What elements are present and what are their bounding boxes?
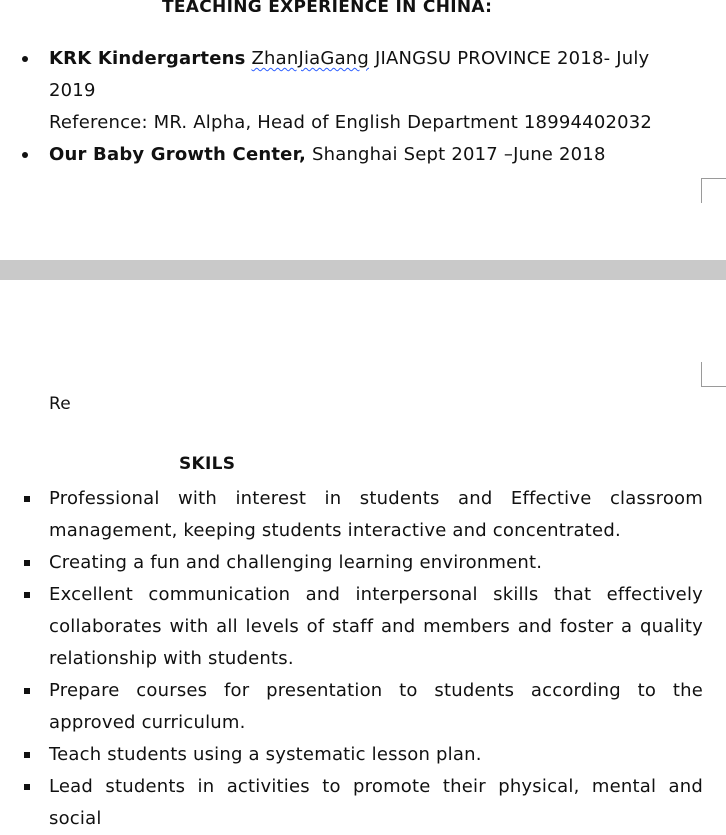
skill-line: Creating a fun and challenging learning environment. <box>49 552 543 573</box>
bullet-icon <box>24 592 30 598</box>
reference-line: Reference: MR. Alpha, Head of English Department 18994402032 <box>49 112 653 133</box>
experience-item-1-line-2: 2019 <box>49 80 96 101</box>
skill-line: management, keeping students interactive and concentrated. <box>49 520 621 541</box>
skill-line: approved curriculum. <box>49 712 246 733</box>
skill-line: Professional with interest in students and Effective classroom <box>49 488 703 509</box>
skill-line: relationship with students. <box>49 648 294 669</box>
skill-line: Lead students in activities to promote their physical, mental and social <box>49 776 703 829</box>
document-page-1 <box>0 0 726 260</box>
bullet-icon <box>24 496 30 502</box>
experience-item-1-details: JIANGSU PROVINCE 2018- July <box>369 48 650 69</box>
bullet-icon <box>24 560 30 566</box>
bullet-icon <box>22 56 28 62</box>
skill-line: collaborates with all levels of staff and members and foster a quality <box>49 616 703 637</box>
skill-line: Prepare courses for presentation to students according to the <box>49 680 703 701</box>
text-fragment: Re <box>49 394 71 414</box>
experience-item-1-line-1 <box>49 43 649 75</box>
page-break-gap <box>0 260 726 280</box>
document-page-2 <box>0 280 726 829</box>
skill-line: Teach students using a systematic lesson plan. <box>49 744 482 765</box>
employer-name: KRK Kindergartens <box>49 48 246 69</box>
skill-line: Excellent communication and interpersonal skills that effectively <box>49 584 703 605</box>
employer-name: Our Baby Growth Center, <box>49 144 307 165</box>
experience-item-2-line <box>49 139 606 171</box>
city-name: ZhanJiaGang <box>251 48 370 69</box>
experience-item-2-details: Shanghai Sept 2017 –June 2018 <box>306 144 606 165</box>
bullet-icon <box>24 784 30 790</box>
bullet-icon <box>22 152 28 158</box>
page-corner-mark <box>701 362 726 387</box>
page-corner-mark <box>701 178 726 203</box>
experience-heading: TEACHING EXPERIENCE IN CHINA: <box>162 0 493 17</box>
bullet-icon <box>24 688 30 694</box>
bullet-icon <box>24 752 30 758</box>
skills-heading: SKILS <box>179 454 236 474</box>
